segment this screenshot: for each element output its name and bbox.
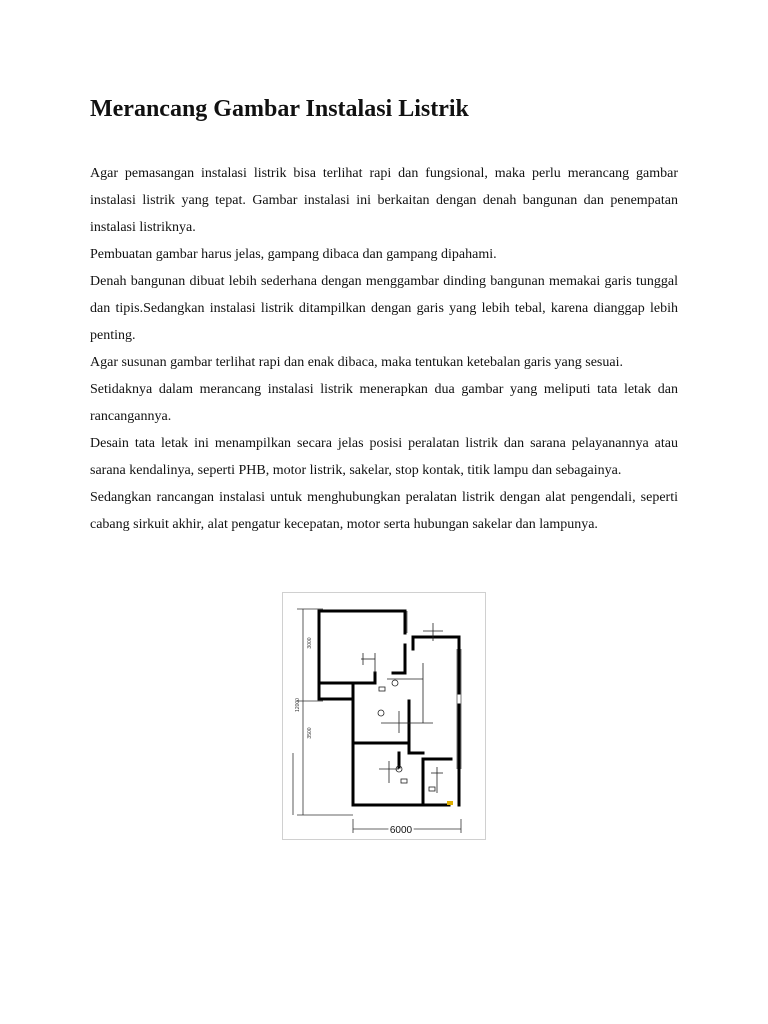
- paragraph: Denah bangunan dibuat lebih sederhana dengan menggambar dinding bangunan memakai garis tunggal dan tipis.Sedangkan instalasi listrik ditampilkan dengan garis yang lebih tebal, karena dianggap lebih penting.: [90, 274, 678, 343]
- dimension-lower: 3500: [307, 727, 313, 739]
- paragraph: Agar susunan gambar terlihat rapi dan enak dibaca, maka tentukan ketebalan garis yang sesuai.: [90, 355, 623, 370]
- paragraph: Sedangkan rancangan instalasi untuk menghubungkan peralatan listrik dengan alat pengendali, seperti cabang sirkuit akhir, alat pengatur kecepatan, motor serta hubungan sakelar dan lampunya.: [90, 490, 678, 532]
- accent-symbol: [447, 801, 453, 805]
- paragraph: Desain tata letak ini menampilkan secara jelas posisi peralatan listrik dan sarana pelayanannya atau sarana kendalinya, seperti PHB, motor listrik, sakelar, stop kontak, titik lampu dan sebagainya.: [90, 436, 678, 478]
- electrical-symbols: [378, 680, 435, 791]
- floor-plan-figure: [282, 592, 486, 840]
- dimension-height: 12000: [295, 698, 301, 712]
- paragraph: Setidaknya dalam merancang instalasi listrik menerapkan dua gambar yang meliputi tata letak dan rancangannya.: [90, 382, 678, 424]
- left-dimension-lines: [293, 609, 353, 815]
- floor-plan-drawing: [283, 593, 485, 839]
- dimension-upper: 3000: [307, 637, 313, 649]
- paragraph: Agar pemasangan instalasi listrik bisa terlihat rapi dan fungsional, maka perlu merancang gambar instalasi listrik yang tepat. Gambar instalasi ini berkaitan dengan denah bangunan dan penempatan instalasi listriknya.: [90, 166, 678, 235]
- article-body: [90, 160, 678, 538]
- page-title: Merancang Gambar Instalasi Listrik: [90, 96, 469, 122]
- paragraph: Pembuatan gambar harus jelas, gampang dibaca dan gampang dipahami.: [90, 247, 497, 262]
- window-lines: [407, 611, 461, 769]
- dimension-width: 6000: [389, 825, 413, 836]
